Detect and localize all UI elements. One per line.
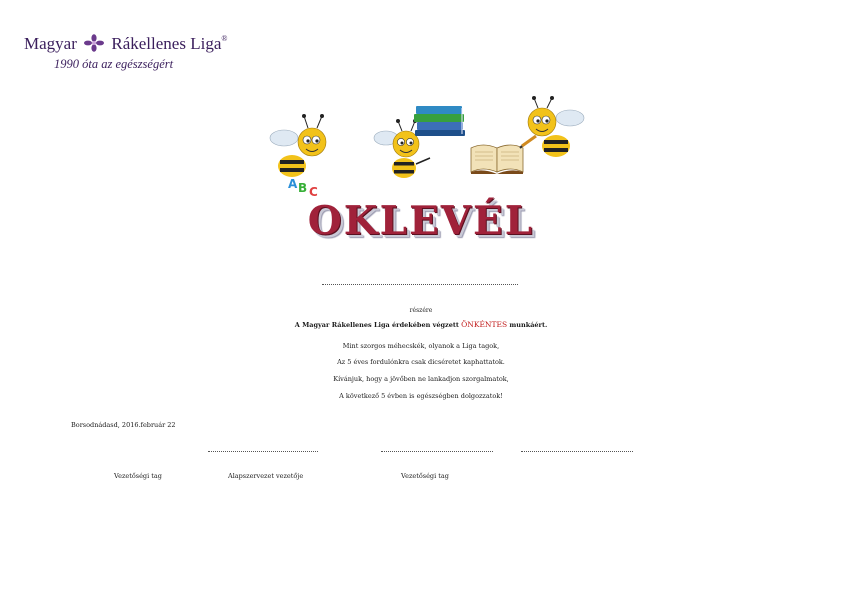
poem-line-1: Mint szorgos méhecskék, olyanok a Liga tagok, — [342, 342, 500, 350]
poem-line-2: Az 5 éves fordulónkra csak dicséretet kaphattatok. — [337, 358, 505, 366]
volunteer-highlight: ÖNKÉNTES — [461, 320, 508, 329]
bee-pencil-illustration — [512, 96, 588, 170]
books-stack-icon — [412, 104, 468, 138]
signature-line-3 — [521, 450, 633, 452]
poem-line-4: A következő 5 évben is egészségben dolgozzatok! — [339, 392, 503, 400]
cross-flower-icon — [83, 34, 105, 52]
liga-logo — [24, 30, 254, 74]
signature-role-3: Vezetőségi tag — [401, 472, 449, 480]
bee-abc-illustration — [262, 110, 338, 200]
logo-tagline: 1990 óta az egészségért — [54, 57, 174, 71]
registered-mark: ® — [221, 34, 228, 43]
main-statement-after: munkáért. — [509, 321, 548, 329]
poem-line-3: Kívánjuk, hogy a jövőben ne lankadjon szorgalmatok, — [333, 375, 509, 383]
place-date: Borsodnádasd, 2016.február 22 — [71, 421, 176, 429]
resze-label: részére — [409, 307, 433, 314]
signature-line-2 — [381, 450, 493, 452]
logo-name-part2: Rákellenes Liga — [111, 34, 222, 53]
logo-name — [24, 34, 227, 54]
logo-name-part1: Magyar — [24, 34, 77, 53]
abc-letter-a: A — [288, 177, 298, 191]
signature-role-2: Alapszervezet vezetője — [228, 472, 304, 480]
recipient-name-line — [322, 282, 518, 285]
page-title: OKLEVÉL — [307, 198, 535, 244]
signature-line-1 — [208, 450, 318, 452]
abc-letter-b: B — [298, 181, 308, 195]
signature-role-1: Vezetőségi tag — [114, 472, 162, 480]
main-statement — [0, 320, 842, 329]
main-statement-before: A Magyar Rákellenes Liga érdekében végzett — [294, 321, 459, 329]
abc-letter-c: C — [309, 185, 318, 199]
